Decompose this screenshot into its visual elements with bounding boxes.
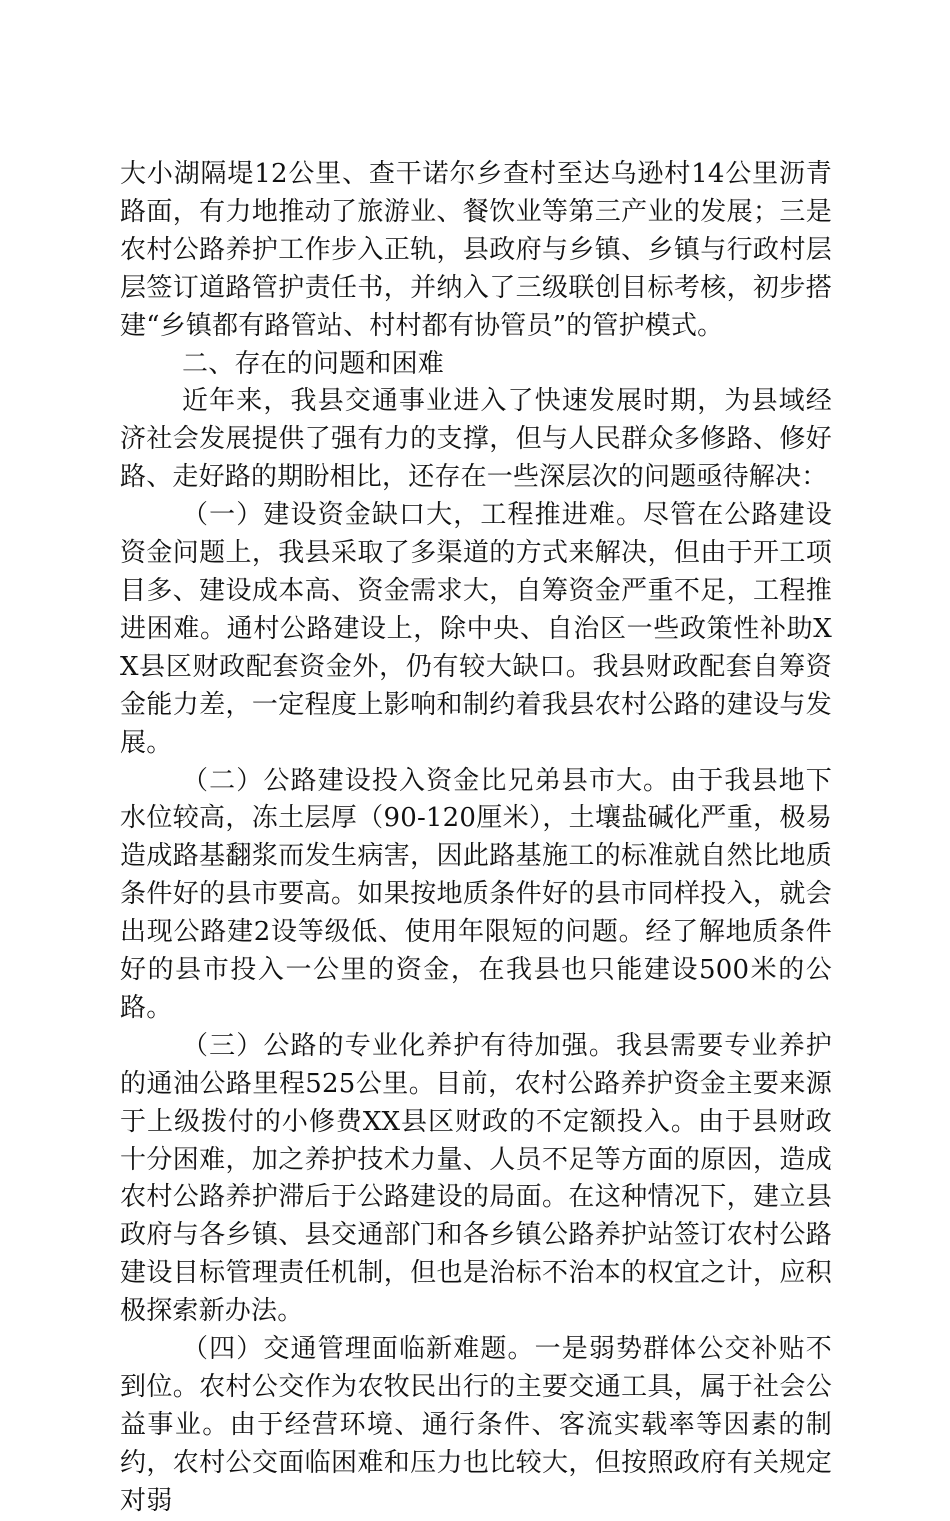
- paragraph-intro-problems: 近年来，我县交通事业进入了快速发展时期，为县域经济社会发展提供了强有力的支撑，但与人民群众多修路、修好路、走好路的期盼相比，还存在一些深层次的问题亟待解决：: [120, 386, 832, 493]
- paragraph-construction-cost: （二）公路建设投入资金比兄弟县市大。由于我县地下水位较高，冻土层厚（90-120厘米），土壤盐碱化严重，极易造成路基翻浆而发生病害，因此路基施工的标准就自然比地质条件好的县市要高。如果按地质条件好的县市同样投入，就会出现公路建2设等级低、使用年限短的问题。经了解地质条件好的县市投入一公里的资金，在我县也只能建设500米的公路。: [120, 765, 832, 1023]
- paragraph-maintenance: （三）公路的专业化养护有待加强。我县需要专业养护的通油公路里程525公里。目前，农村公路养护资金主要来源于上级拨付的小修费XX县区财政的不定额投入。由于县财政十分困难，加之养护技术力量、人员不足等方面的原因，造成农村公路养护滞后于公路建设的局面。在这种情况下，建立县政府与各乡镇、县交通部门和各乡镇公路养护站签订农村公路建设目标管理责任机制，但也是治标不治本的权宜之计，应积极探索新办法。: [120, 1030, 832, 1327]
- paragraph-road-results: 大小湖隔堤12公里、查干诺尔乡查村至达乌逊村14公里沥青路面，有力地推动了旅游业、餐饮业等第三产业的发展；三是农村公路养护工作步入正轨，县政府与乡镇、乡镇与行政村层层签订道路管护责任书，并纳入了三级联创目标考核，初步搭建“乡镇都有路管站、村村都有协管员”的管护模式。: [120, 159, 832, 341]
- paragraph-traffic-management: （四）交通管理面临新难题。一是弱势群体公交补贴不到位。农村公交作为农牧民出行的主要交通工具，属于社会公益事业。由于经营环境、通行条件、客流实载率等因素的制约，农村公交面临困难和压力也比较大，但按照政府有关规定对弱: [120, 1334, 832, 1516]
- section-heading-problems: 二、存在的问题和困难: [182, 348, 445, 379]
- paragraph-funding-gap: （一）建设资金缺口大，工程推进难。尽管在公路建设资金问题上，我县采取了多渠道的方式来解决，但由于开工项目多、建设成本高、资金需求大，自筹资金严重不足，工程推进困难。通村公路建设上，除中央、自治区一些政策性补助XX县区财政配套资金外，仍有较大缺口。我县财政配套自筹资金能力差，一定程度上影响和制约着我县农村公路的建设与发展。: [120, 500, 832, 758]
- document-body: [120, 156, 832, 1521]
